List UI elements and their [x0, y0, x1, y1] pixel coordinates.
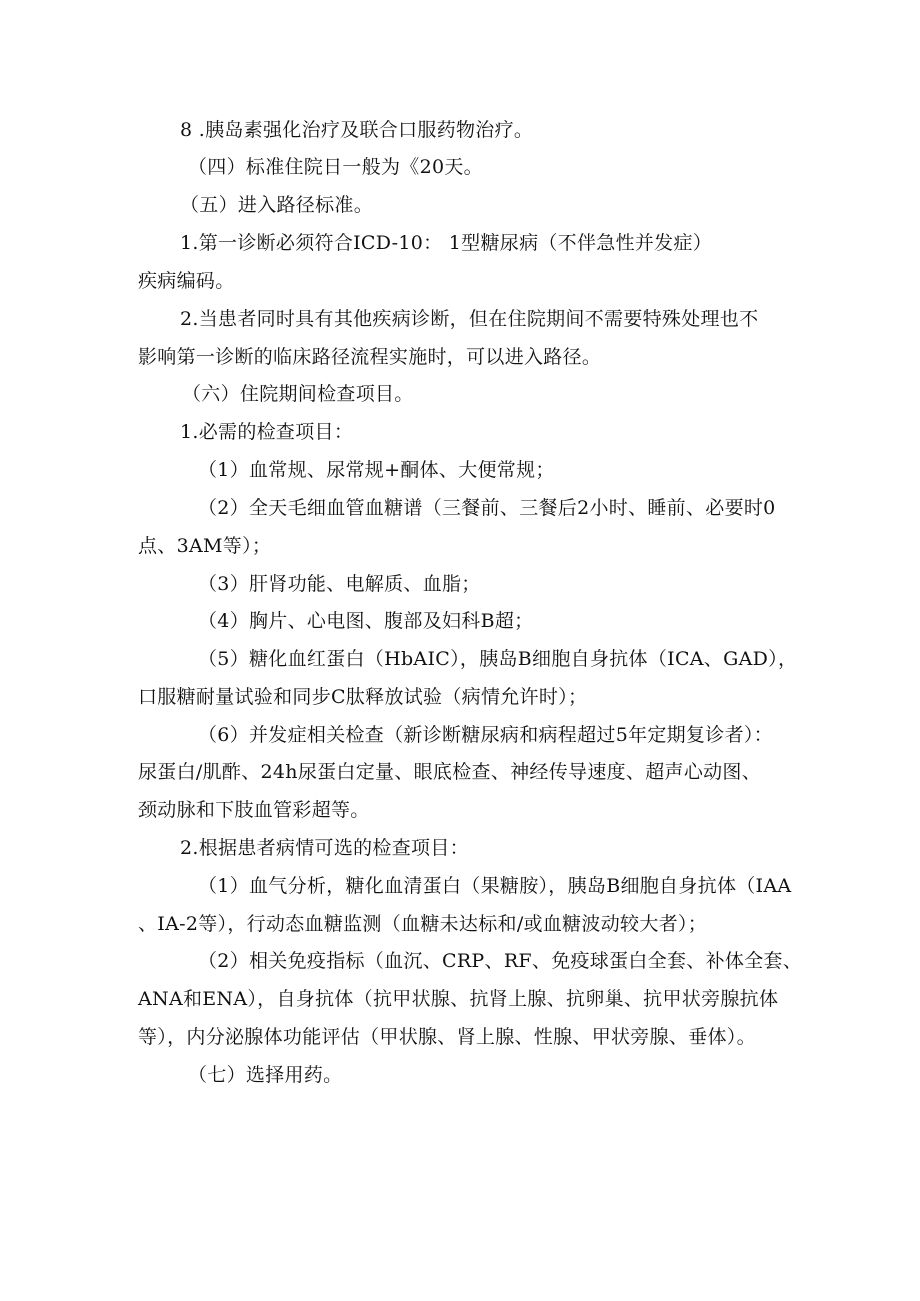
text-line: 疾病编码。 — [138, 270, 235, 292]
text-line: ANA和ENA），自身抗体（抗甲状腺、抗肾上腺、抗卵巢、抗甲状旁腺抗体 — [138, 988, 779, 1010]
text-line: （3）肝肾功能、电解质、血脂； — [198, 573, 481, 595]
text-line: （六）住院期间检查项目。 — [182, 383, 414, 405]
text-line: （1）血气分析，糖化血清蛋白（果糖胺），胰岛B细胞自身抗体（IAA — [198, 875, 792, 897]
text-line: （2）相关免疫指标（血沉、CRP、RF、免疫球蛋白全套、补体全套、 — [198, 950, 803, 972]
text-line: 8 .胰岛素强化治疗及联合口服药物治疗。 — [180, 119, 534, 141]
text-line: 2.根据患者病情可选的检查项目： — [180, 837, 469, 859]
text-line: 口服糖耐量试验和同步C肽释放试验（病情允许时）； — [138, 686, 588, 708]
text-line: 尿蛋白/肌酢、24h尿蛋白定量、眼底检查、神经传导速度、超声心动图、 — [138, 761, 762, 783]
text-line: （4）胸片、心电图、腹部及妇科B超； — [198, 610, 534, 632]
text-line: （2）全天毛细血管血糖谱（三餐前、三餐后2小时、睡前、必要时0 — [198, 497, 776, 519]
text-line: 1.第一诊断必须符合ICD-10： 1型糖尿病（不伴急性并发症） — [180, 232, 713, 254]
text-line: （四）标准住院日一般为《20天。 — [188, 156, 483, 178]
text-line: （5）糖化血红蛋白（HbAIC），胰岛B细胞自身抗体（ICA、GAD）， — [198, 648, 798, 670]
text-line: 点、3AM等）； — [138, 535, 272, 557]
text-line: 、IA-2等），行动态血糖监测（血糖未达标和/或血糖波动较大者）； — [138, 913, 708, 935]
text-line: 等），内分泌腺体功能评估（甲状腺、肾上腺、性腺、甲状旁腺、垂体）。 — [138, 1026, 756, 1048]
text-line: 影响第一诊断的临床路径流程实施时，可以进入路径。 — [138, 346, 602, 368]
text-line: （五）进入路径标准。 — [180, 194, 374, 216]
text-line: 1.必需的检查项目： — [180, 421, 354, 443]
text-line: 2.当患者同时具有其他疾病诊断，但在住院期间不需要特殊处理也不 — [180, 308, 759, 330]
text-line: 颈动脉和下肢血管彩超等。 — [138, 799, 370, 821]
text-line: （七）选择用药。 — [188, 1064, 343, 1086]
text-line: （1）血常规、尿常规+酮体、大便常规； — [198, 459, 555, 481]
text-line: （6）并发症相关检查（新诊断糖尿病和病程超过5年定期复诊者）： — [198, 724, 773, 746]
